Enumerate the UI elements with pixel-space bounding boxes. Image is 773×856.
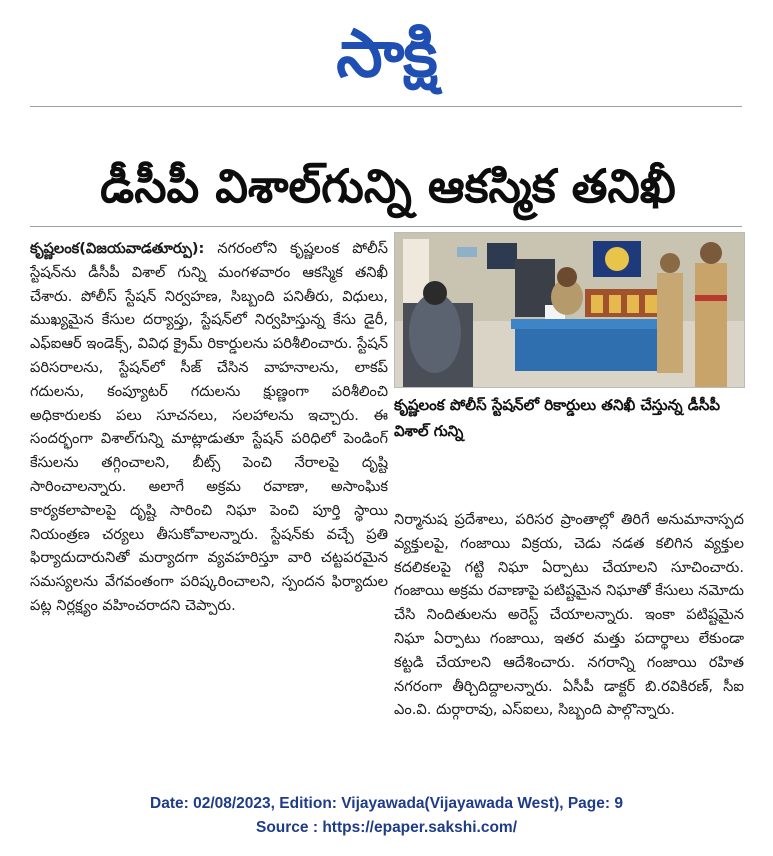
source-link[interactable]: Source : https://epaper.sakshi.com/ <box>256 819 517 836</box>
article-body-left-text: నగరంలోని కృష్ణలంక పోలీస్ స్టేషన్‌ను డీసీపీ విశాల్ గున్ని మంగళవారం ఆకస్మిక తనిఖీ చేశారు. పోలీస్ స్టేషన్ నిర్వహణ, సిబ్బంది పనితీరు, విధులు, ముఖ్యమైన కేసుల దర్యాప్తు, స్టేషన్‌లో నిర్వహిస్తున్న కేసు డైరీ, ఎఫ్‌ఐఆర్ ఇండెక్స్, వివిధ క్రైమ్ రికార్డులను పరిశీలించారు. స్టేషన్ పరిసరాలను, స్టేషన్‌లో సీజ్ చేసిన వాహనాలను, లాకప్ గదులను, కంప్యూటర్ గదులను క్షుణ్ణంగా పరిశీలించి అధికారులకు పలు సూచనలు, సలహాలను ఇచ్చారు. ఈ సందర్భంగా విశాల్‌గున్ని మాట్లాడుతూ స్టేషన్ పరిధిలో పెండింగ్ కేసులను తగ్గించాలని, బీట్స్ పెంచి నేరాలపై దృష్టి సారించాలన్నారు. అలాగే అక్రమ రవాణా, అసాంఘిక కార్యకలాపాలపై దృష్టి సారించి నిఘా పెంచి పూర్తి స్థాయి నియంత్రణ చర్యలు తీసుకోవాలన్నారు. స్టేషన్‌కు వచ్చే ప్రతి ఫిర్యాదుదారునితో మర్యాదగా వ్యవహరిస్తూ వారి చట్టపరమైన సమస్యలను వేగవంతంగా పరిష్కరించాలని, స్పందన ఫిర్యాదుల పట్ల నిర్లక్ష్యం వహించరాదని చెప్పారు. <box>30 240 388 614</box>
photo-caption: కృష్ణలంక పోలీస్ స్టేషన్‌లో రికార్డులు తనిఖీ చేస్తున్న డీసీపీ విశాల్ గున్ని <box>394 396 721 440</box>
headline-divider <box>30 226 742 227</box>
article-dateline: కృష్ణలంక(విజయవాడతూర్పు): <box>30 240 205 257</box>
edition-info: Date: 02/08/2023, Edition: Vijayawada(Vijayawada West), Page: 9 <box>150 795 623 812</box>
article-headline: డీసీపీ విశాల్‌గున్ని ఆకస్మిక తనిఖీ <box>100 159 676 213</box>
article-body-left-column <box>30 237 388 757</box>
masthead-divider <box>30 106 742 107</box>
masthead-logo: సాక్షి <box>336 15 437 92</box>
article-body-right-column: నిర్మానుష ప్రదేశాలు, పరిసర ప్రాంతాల్లో తిరిగే అనుమానాస్పద వ్యక్తులపై, గంజాయి విక్రయ, చెడు నడత కలిగిన వ్యక్తుల కదలికలపై గట్టి నిఘా ఏర్పాటు చేయాలని సూచించారు. గంజాయి అక్రమ రవాణాపై పటిష్టమైన నిఘాతో కేసులు నమోదు చేసి నిందితులను అరెస్ట్ చేయాలన్నారు. ఇంకా పటిష్టమైన నిఘా ఏర్పాటు గంజాయి, ఇతర మత్తు పదార్థాలు లేకుండా కట్టడి చేయాలని ఆదేశించారు. నగరాన్ని గంజాయి రహిత నగరంగా తీర్చిదిద్దాలన్నారు. ఏసీపీ డాక్టర్ బి.రవికిరణ్, సీఐ ఎం.వి. దుర్గారావు, ఎస్‌ఐలు, సిబ్బంది పాల్గొన్నారు. <box>394 511 744 719</box>
police-station-photo <box>395 233 744 387</box>
article-photo <box>394 232 745 388</box>
